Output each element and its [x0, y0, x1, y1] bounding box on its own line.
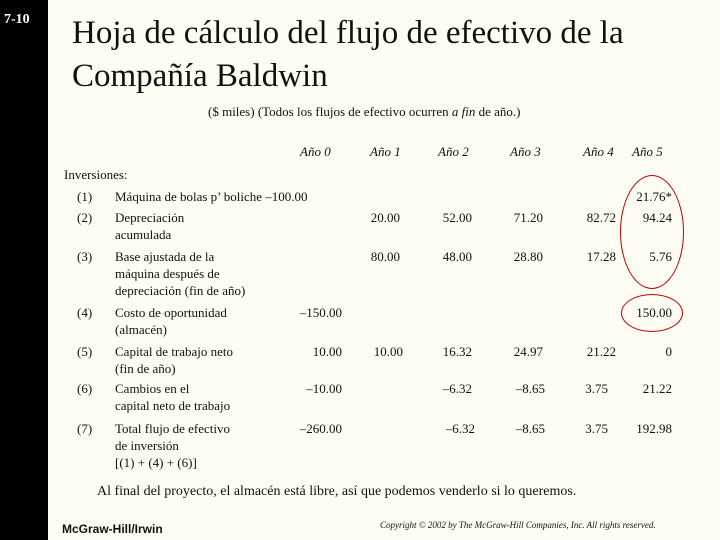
year-header-4: Año 4 [583, 144, 614, 159]
value-cell: 10.00 [312, 344, 342, 359]
value-cell: 20.00 [370, 210, 400, 225]
year-header-1: Año 1 [370, 144, 401, 159]
row-label: Cambios en el [115, 381, 190, 396]
value-cell: 150.00 [636, 305, 672, 320]
value-cell: –6.32 [442, 381, 472, 396]
value-cell: 48.00 [442, 249, 472, 264]
highlight-circle [620, 175, 684, 289]
value-cell: 3.75 [585, 381, 608, 396]
value-cell: 82.72 [586, 210, 616, 225]
value-cell: 71.20 [513, 210, 543, 225]
row-label: máquina después de [115, 266, 220, 281]
highlight-circle [621, 294, 683, 332]
value-cell: –8.65 [515, 381, 545, 396]
row-label: Total flujo de efectivo [115, 421, 230, 436]
value-cell: 16.32 [442, 344, 472, 359]
row-number: (4) [77, 305, 93, 320]
row-number: (3) [77, 249, 93, 264]
value-cell: 21.22 [586, 344, 616, 359]
section-label: Inversiones: [64, 167, 128, 182]
value-cell: 52.00 [442, 210, 472, 225]
copyright-notice: Copyright © 2002 by The McGraw-Hill Companies, Inc. All rights reserved. [380, 520, 656, 530]
value-cell: 0 [665, 344, 672, 359]
slide-number: 7-10 [4, 12, 30, 27]
row-label: depreciación (fin de año) [115, 283, 246, 298]
subtitle-emphasis: a fin [451, 104, 476, 119]
subtitle-suffix: de año.) [475, 104, 521, 119]
value-cell: 192.98 [636, 421, 672, 436]
row-label: Capital de trabajo neto [115, 344, 234, 359]
row-label: (almacén) [115, 322, 167, 337]
value-cell: 28.80 [513, 249, 543, 264]
row-number: (5) [77, 344, 93, 359]
row-label: Base ajustada de la [115, 249, 215, 264]
row-number: (6) [77, 381, 93, 396]
year-header-3: Año 3 [510, 144, 541, 159]
value-cell: 21.22 [642, 381, 672, 396]
value-cell: 80.00 [370, 249, 400, 264]
slide-title: Hoja de cálculo del flujo de efectivo de la Compañía Baldwin [72, 15, 624, 94]
row-label: de inversión [115, 438, 179, 453]
value-cell: –10.00 [306, 381, 342, 396]
value-cell: 10.00 [373, 344, 403, 359]
value-cell: –6.32 [445, 421, 475, 436]
year-header-5: Año 5 [632, 144, 663, 159]
row-label: (fin de año) [115, 361, 176, 376]
value-cell: –150.00 [299, 305, 342, 320]
row-label: Depreciación [115, 210, 185, 225]
row-label: Costo de oportunidad [115, 305, 227, 320]
value-cell: 17.28 [586, 249, 616, 264]
value-cell: 21.76* [636, 189, 672, 204]
value-cell: 3.75 [585, 421, 608, 436]
year-header-2: Año 2 [438, 144, 469, 159]
row-number: (2) [77, 210, 93, 225]
row-label: Máquina de bolas p’ boliche –100.00 [115, 189, 308, 204]
value-cell: –260.00 [299, 421, 342, 436]
value-cell: –8.65 [515, 421, 545, 436]
row-number: (1) [77, 189, 93, 204]
row-label: capital neto de trabajo [115, 398, 231, 413]
value-cell: 5.76 [649, 249, 672, 264]
slide-sidebar [0, 0, 48, 540]
row-number: (7) [77, 421, 93, 436]
publisher-logo: McGraw-Hill/Irwin [62, 522, 163, 536]
row-label: [(1) + (4) + (6)] [115, 455, 197, 470]
footnote: Al final del proyecto, el almacén está libre, así que podemos venderlo si lo queremos. [97, 484, 577, 499]
row-label: acumulada [115, 227, 172, 242]
year-header-0: Año 0 [300, 144, 331, 159]
subtitle-prefix: ($ miles) (Todos los flujos de efectivo ocurren [208, 104, 452, 119]
table-subtitle [208, 104, 520, 120]
value-cell: 94.24 [642, 210, 672, 225]
value-cell: 24.97 [513, 344, 543, 359]
